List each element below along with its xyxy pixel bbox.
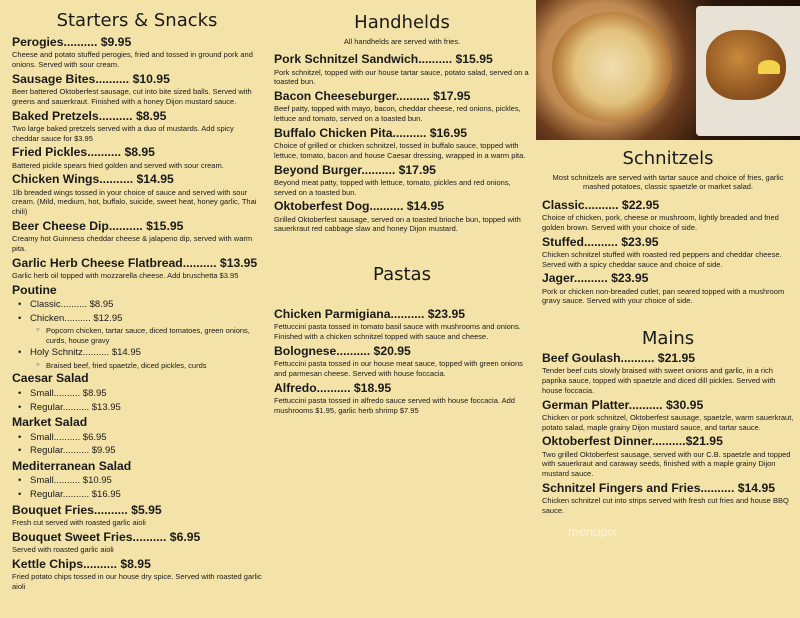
caesar-group bbox=[12, 371, 262, 414]
item-desc: Chicken schnitzel cut into strips served with fresh cut fries and house BBQ sauce. bbox=[542, 496, 789, 515]
pastas-title: Pastas bbox=[373, 264, 431, 286]
item-name: Garlic Herb Cheese Flatbread.......... $13.95 bbox=[12, 255, 258, 270]
menu-item bbox=[274, 89, 530, 124]
item-name: Bouquet Sweet Fries.......... $6.95 bbox=[12, 530, 201, 545]
menu-item bbox=[274, 307, 530, 342]
item-name: Baked Pretzels.......... $8.95 bbox=[12, 108, 167, 123]
menu-item bbox=[12, 256, 262, 281]
item-name: Alfredo.......... $18.95 bbox=[274, 380, 392, 395]
item-name: German Platter.......... $30.95 bbox=[542, 397, 704, 412]
item-desc: Fettuccini pasta tossed in our house meat sauce, topped with green onions and parmesan cheese. Served with house foccacia. bbox=[274, 359, 523, 378]
item-name: Market Salad bbox=[12, 415, 88, 430]
item-desc: Choice of chicken, pork, cheese or mushroom, lightly breaded and fried golden brown. Served with your choice of side. bbox=[542, 213, 779, 232]
item-name: Bouquet Fries.......... $5.95 bbox=[12, 503, 162, 518]
item-name: Poutine bbox=[12, 282, 57, 297]
item-name: Kettle Chips.......... $8.95 bbox=[12, 557, 151, 572]
middle-column bbox=[268, 0, 536, 417]
mains-title: Mains bbox=[641, 328, 695, 349]
item-name: Pork Schnitzel Sandwich.......... $15.95 bbox=[274, 52, 493, 67]
item-desc: Two grilled Oktoberfest sausage, served with our C.B. spaetzle and topped with sauerkraut and caraway seeds, finished with a maple grainy Dijon mustard sauce. bbox=[542, 449, 791, 478]
option-row: • Regular.......... $13.95 bbox=[30, 402, 262, 415]
item-name: Bacon Cheeseburger.......... $17.95 bbox=[274, 89, 471, 104]
item-name: Stuffed.......... $23.95 bbox=[542, 234, 659, 249]
item-name: Perogies.......... $9.95 bbox=[12, 35, 132, 49]
menu-item bbox=[274, 199, 530, 234]
menu-item bbox=[12, 219, 262, 254]
item-desc: Beyond meat patty, topped with lettuce, tomato, pickles and red onions, served on a toasted bun. bbox=[274, 177, 511, 197]
item-desc: Grilled Oktoberfest sausage, served on a toasted brioche bun, topped with sauerkraut red cabbage slaw and honey Dijon mustard. bbox=[274, 214, 521, 234]
option-row: • Small.......... $10.95 bbox=[30, 475, 262, 488]
item-name: Schnitzel Fingers and Fries.......... $14.95 bbox=[542, 480, 775, 495]
menu-item bbox=[12, 145, 262, 170]
menu-item bbox=[12, 172, 262, 217]
item-name: Oktoberfest Dinner..........$21.95 bbox=[542, 434, 723, 449]
menu-item bbox=[12, 503, 262, 528]
item-desc: Tender beef cuts slowly braised with sweet onions and garlic, in a rich paprika sauce, topped with spaetzle and diced dill pickles. Served with house foccacia. bbox=[542, 366, 776, 395]
option-desc: ○ Popcorn chicken, tartar sauce, diced tomatoes, green onions, curds, house gravy bbox=[46, 326, 262, 346]
handhelds-title: Handhelds bbox=[354, 12, 450, 33]
item-desc: Battered pickle spears fried golden and served with sour cream. bbox=[12, 160, 224, 170]
mediterranean-group bbox=[12, 459, 262, 502]
item-desc: 1lb breaded wings tossed in your choice of sauce and served with sour cream. (Mild, medium, hot, buffalo, suicide, sweet heat, honey garlic, Thai chili) bbox=[12, 187, 257, 216]
menu-item bbox=[542, 398, 794, 433]
option-row: • Regular.......... $16.95 bbox=[30, 489, 262, 502]
item-name: Jager.......... $23.95 bbox=[542, 271, 649, 286]
item-desc: Fettuccini pasta tossed in tomato basil sauce with mushrooms and onions. Finished with a chicken schnitzel topped with sauce and cheese. bbox=[274, 322, 521, 342]
option-row: • Regular.......... $9.95 bbox=[30, 445, 262, 458]
menu-item bbox=[12, 530, 262, 555]
option-row: • Classic.......... $8.95 bbox=[30, 299, 262, 312]
menu-item bbox=[274, 163, 530, 198]
item-desc: Beef patty, topped with mayo, bacon, cheddar cheese, red onions, pickles, lettuce and tomato, served on a toasted bun. bbox=[274, 104, 521, 124]
item-name: Classic.......... $22.95 bbox=[542, 197, 660, 212]
food-photo bbox=[536, 0, 800, 140]
item-desc: Pork schnitzel, topped with our house tartar sauce, potato salad, served on a toasted bun. bbox=[274, 67, 529, 87]
item-name: Caesar Salad bbox=[12, 371, 89, 386]
item-desc: Beer battered Oktoberfest sausage, cut into bite sized balls. Served with greens and sauerkraut. Finished with a honey Dijon mustard sauce. bbox=[12, 87, 252, 106]
option-desc: ○ Braised beef, fried spaetzle, diced pickles, curds bbox=[46, 361, 262, 371]
item-desc: Garlic herb oil topped with mozzarella cheese. Add bruschetta $3.95 bbox=[12, 270, 239, 280]
item-name: Mediterranean Salad bbox=[12, 459, 132, 474]
menu-item bbox=[12, 35, 262, 70]
item-name: Beer Cheese Dip.......... $15.95 bbox=[12, 218, 184, 233]
item-desc: Chicken schnitzel stuffed with roasted red peppers and cheddar cheese. Served with a spicy cheddar sauce and choice of side. bbox=[542, 249, 782, 269]
menu-item bbox=[274, 381, 530, 416]
item-desc: Pork or chicken non-breaded cutlet, pan seared topped with a mushroom gravy sauce. Served with your choice of side. bbox=[542, 286, 785, 306]
item-desc: Fried potato chips tossed in our house dry spice. Served with roasted garlic aioli bbox=[12, 572, 262, 592]
watermark-logo: menupix bbox=[568, 524, 618, 539]
item-name: Sausage Bites.......... $10.95 bbox=[12, 71, 170, 86]
menu-item bbox=[542, 434, 794, 479]
item-desc: Fresh cut served with roasted garlic aioli bbox=[12, 518, 146, 528]
menu-item bbox=[542, 235, 794, 270]
option-row: • Small.......... $8.95 bbox=[30, 388, 262, 401]
menu-item bbox=[274, 52, 530, 87]
item-desc: Choice of grilled or chicken schnitzel, tossed in buffalo sauce, topped with lettuce, tomato, bacon and house Caesar dressing, wrapped in a warm pita. bbox=[274, 141, 526, 160]
menu-item bbox=[542, 351, 794, 396]
item-name: Beef Goulash.......... $21.95 bbox=[542, 351, 696, 365]
starters-column bbox=[0, 0, 268, 594]
item-name: Bolognese.......... $20.95 bbox=[274, 343, 411, 358]
lemon-image bbox=[758, 60, 780, 74]
item-name: Chicken Wings.......... $14.95 bbox=[12, 172, 174, 187]
item-name: Beyond Burger.......... $17.95 bbox=[274, 162, 436, 177]
item-name: Chicken Parmigiana.......... $23.95 bbox=[274, 307, 466, 322]
menu-item bbox=[542, 481, 794, 516]
right-column bbox=[536, 0, 800, 518]
pizza-dish-image bbox=[552, 12, 672, 122]
item-desc: Creamy hot Guinness cheddar cheese & jalapeno dip, served with warm pita. bbox=[12, 234, 253, 253]
menu-item bbox=[542, 271, 794, 306]
item-desc: Fettuccini pasta tossed in alfredo sauce served with house foccacia. Add mushrooms $1.95, garlic herb shrimp $7.95 bbox=[274, 395, 515, 415]
menu-item bbox=[274, 126, 530, 161]
option-row: • Holy Schnitz.......... $14.95 bbox=[30, 347, 262, 360]
handhelds-subtitle: All handhelds are served with fries. bbox=[343, 37, 461, 46]
item-desc: Served with roasted garlic aioli bbox=[12, 545, 114, 555]
option-row: • Small.......... $6.95 bbox=[30, 432, 262, 445]
starters-title: Starters & Snacks bbox=[56, 10, 218, 31]
menu-item bbox=[12, 557, 262, 592]
schnitzels-title: Schnitzels bbox=[622, 148, 714, 169]
menu-item bbox=[12, 109, 262, 144]
item-name: Fried Pickles.......... $8.95 bbox=[12, 145, 155, 160]
market-group bbox=[12, 415, 262, 458]
option-row: • Chicken.......... $12.95 bbox=[30, 313, 262, 326]
schnitzels-subtitle: Most schnitzels are served with tartar sauce and choice of fries, garlic mashed potatoes, classic spaetzle or market salad. bbox=[552, 173, 784, 192]
item-desc: Two large baked pretzels served with a duo of mustards. Add spicy cheddar sauce for $3.95 bbox=[12, 123, 234, 143]
menu-item bbox=[274, 344, 530, 379]
item-name: Oktoberfest Dog.......... $14.95 bbox=[274, 199, 445, 214]
menu-item bbox=[12, 72, 262, 107]
poutine-group bbox=[12, 283, 262, 371]
item-desc: Chicken or pork schnitzel, Oktoberfest sausage, spaetzle, warm sauerkraut, potato salad, maple grainy Dijon mustard sauce, and tartar sauce. bbox=[542, 412, 794, 432]
item-desc: Cheese and potato stuffed perogies, fried and tossed in ground pork and onions. Served with sour cream. bbox=[12, 50, 253, 69]
item-name: Buffalo Chicken Pita.......... $16.95 bbox=[274, 125, 468, 140]
menu-item bbox=[542, 198, 794, 233]
